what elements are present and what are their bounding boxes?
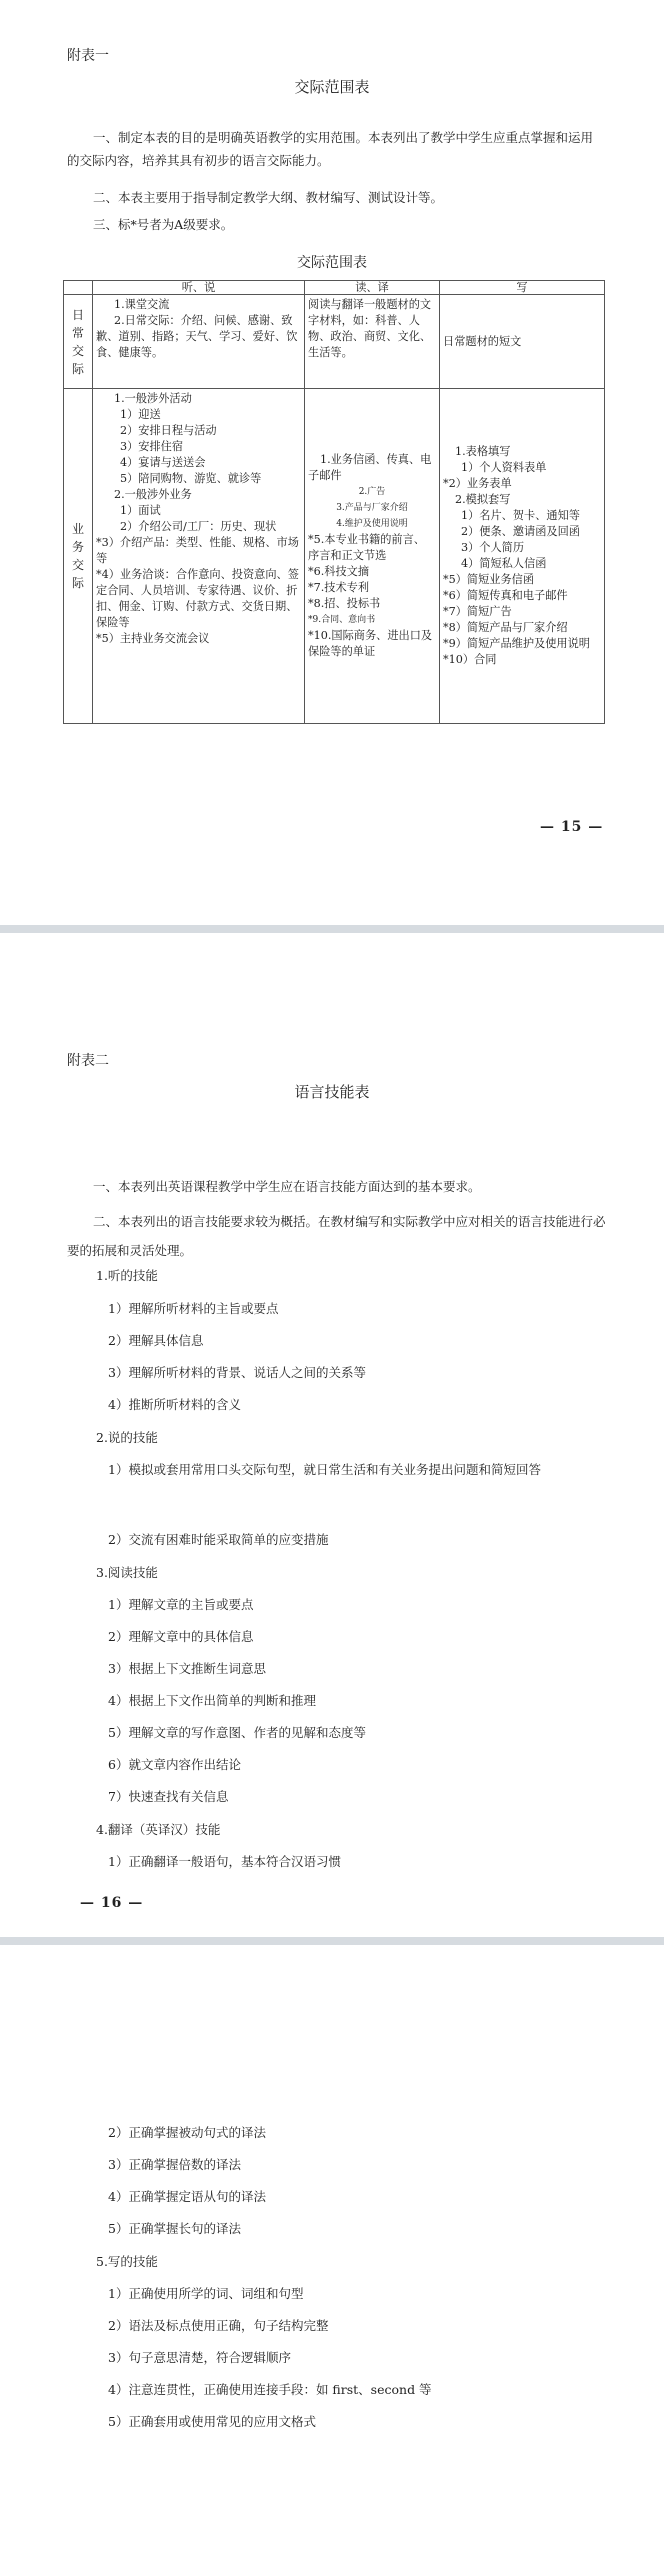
intro-paragraph-2: 二、本表列出的语言技能要求较为概括。在教材编写和实际教学中应对相关的语言技能进行必要的拓展和灵活处理。	[67, 1214, 606, 1258]
intro-paragraph-2: 二、本表主要用于指导制定教学大纲、教材编写、测试设计等。	[93, 190, 444, 205]
list-item: 1）面试	[120, 504, 161, 517]
cell-daily-write	[440, 295, 605, 389]
section-heading-listening: 1.听的技能	[96, 1268, 158, 1283]
list-item: 2.一般涉外业务	[114, 488, 192, 501]
list-item: 1）理解文章的主旨或要点	[108, 1597, 254, 1612]
list-item: 1.业务信函、传真、电子邮件	[308, 453, 432, 482]
list-item: 1）理解所听材料的主旨或要点	[108, 1301, 279, 1316]
list-item: *8）简短产品与厂家介绍	[443, 621, 568, 634]
list-item: 1.表格填写	[455, 445, 511, 458]
communication-scope-table	[63, 280, 605, 724]
list-item: 2）理解文章中的具体信息	[108, 1629, 254, 1644]
section-heading-writing: 5.写的技能	[96, 2254, 158, 2269]
list-item: 日常题材的短文	[443, 334, 522, 348]
row-label-business: 业务交际	[64, 389, 93, 724]
list-item: *9.合同、意向书	[308, 615, 376, 625]
list-item: *7）简短广告	[443, 605, 512, 618]
list-item: 5）理解文章的写作意图、作者的见解和态度等	[108, 1725, 366, 1740]
list-item: 5）正确套用或使用常见的应用文格式	[108, 2414, 316, 2429]
list-item: 2）理解具体信息	[108, 1333, 204, 1348]
header-read-translate: 读、译	[305, 281, 440, 295]
list-item: 5）正确掌握长句的译法	[108, 2221, 241, 2236]
list-item: 1）正确使用所学的词、词组和句型	[108, 2286, 304, 2301]
section-heading-translation: 4.翻译（英译汉）技能	[96, 1822, 221, 1837]
list-item: 1）模拟或套用常用口头交际句型，就日常生活和有关业务提出问题和简短回答	[108, 1462, 541, 1477]
list-item: 3）句子意思清楚，符合逻辑顺序	[108, 2350, 291, 2365]
cell-daily-listen-speak	[93, 295, 305, 389]
cell-daily-read-translate	[305, 295, 440, 389]
list-item: 3）理解所听材料的背景、说话人之间的关系等	[108, 1365, 366, 1380]
cell-business-write	[440, 389, 605, 724]
list-item: *4）业务洽谈：合作意向、投资意向、签定合同、人员培训、专家待遇、议价、折扣、佣金、订购、付款方式、交货日期、保险等	[96, 568, 299, 629]
list-item: 阅读与翻译一般题材的文字材料，如：科普、人物、政治、商贸、文化、生活等。	[308, 298, 432, 359]
intro-paragraph-1: 一、制定本表的目的是明确英语教学的实用范围。本表列出了教学中学生应重点掌握和运用的交际内容，培养其具有初步的语言交际能力。	[67, 130, 594, 168]
intro-paragraph-1: 一、本表列出英语课程教学中学生应在语言技能方面达到的基本要求。	[93, 1179, 481, 1194]
cell-business-read-translate	[305, 389, 440, 724]
list-item: *5）主持业务交流会议	[96, 632, 210, 645]
page-title: 语言技能表	[294, 1083, 370, 1101]
page-separator	[0, 1937, 664, 1945]
list-item: 2）便条、邀请函及回函	[461, 525, 580, 538]
list-item: *6.科技文摘	[308, 565, 370, 578]
page-separator	[0, 925, 664, 933]
list-item: 3）正确掌握倍数的译法	[108, 2157, 241, 2172]
table-row-business	[64, 389, 605, 724]
list-item: *2）业务表单	[443, 477, 512, 490]
header-write: 写	[440, 281, 605, 295]
list-item: 4）正确掌握定语从句的译法	[108, 2189, 266, 2204]
list-item: 3.产品与厂家介绍	[336, 503, 408, 513]
list-item: *8.招、投标书	[308, 597, 381, 610]
list-item: 4）根据上下文作出简单的判断和推理	[108, 1693, 316, 1708]
list-item: 7）快速查找有关信息	[108, 1789, 229, 1804]
list-item: 1.课堂交流	[114, 298, 170, 311]
list-item: 4.维护及使用说明	[336, 519, 408, 529]
list-item: *7.技术专利	[308, 581, 370, 594]
list-item: 2）语法及标点使用正确，句子结构完整	[108, 2318, 329, 2333]
page-16	[0, 933, 664, 1937]
list-item: *9）简短产品维护及使用说明	[443, 637, 590, 650]
list-item: 2.广告	[358, 487, 386, 497]
appendix-label: 附表一	[67, 48, 109, 64]
section-heading-reading: 3.阅读技能	[96, 1565, 158, 1580]
list-item: 4）宴请与送送会	[120, 456, 206, 469]
cell-business-listen-speak	[93, 389, 305, 724]
page-number: — 15 —	[540, 819, 604, 835]
header-corner	[64, 281, 93, 295]
page-number: — 16 —	[80, 1895, 144, 1911]
list-item: 2）介绍公司/工厂：历史、现状	[120, 520, 277, 533]
list-item: *10.国际商务、进出口及保险等的单证	[308, 629, 433, 658]
list-item: *10）合同	[443, 653, 497, 666]
list-item: 2）交流有困难时能采取简单的应变措施	[108, 1532, 329, 1547]
intro-paragraph-3: 三、标*号者为A级要求。	[93, 217, 234, 232]
row-label-daily: 日常交际	[64, 295, 93, 389]
table-header-row	[64, 281, 605, 295]
list-item: 2.模拟套写	[455, 493, 511, 506]
list-item: 2.日常交际：介绍、问候、感谢、致歉、道别、指路；天气、学习、爱好、饮食、健康等。	[96, 314, 298, 359]
list-item: *6）简短传真和电子邮件	[443, 589, 568, 602]
page-15	[0, 0, 664, 925]
list-item: 1）名片、贺卡、通知等	[461, 509, 580, 522]
list-item: 1）个人资料表单	[461, 461, 547, 474]
section-heading-speaking: 2.说的技能	[96, 1430, 158, 1445]
list-item: 4）推断所听材料的含义	[108, 1397, 241, 1412]
list-item: 5）陪同购物、游览、就诊等	[120, 472, 262, 485]
list-item: 3）安排住宿	[120, 440, 184, 453]
list-item: 1）迎送	[120, 408, 161, 421]
list-item: *3）介绍产品：类型、性能、规格、市场等	[96, 536, 299, 565]
list-item: 4）简短私人信函	[461, 557, 547, 570]
list-item: *5.本专业书籍的前言、序言和正文节选	[308, 533, 425, 562]
list-item: 1.一般涉外活动	[114, 392, 192, 405]
list-item: 1）正确翻译一般语句，基本符合汉语习惯	[108, 1854, 341, 1869]
page-17	[0, 1945, 664, 2562]
table-title: 交际范围表	[297, 255, 367, 271]
list-item: 6）就文章内容作出结论	[108, 1757, 241, 1772]
table-row-daily	[64, 295, 605, 389]
list-item: 2）正确掌握被动句式的译法	[108, 2125, 266, 2140]
list-item: 4）注意连贯性，正确使用连接手段：如 first、second 等	[108, 2382, 432, 2397]
list-item: 2）安排日程与活动	[120, 424, 217, 437]
header-listen-speak: 听、说	[93, 281, 305, 295]
page-title: 交际范围表	[294, 78, 370, 96]
list-item: 3）根据上下文推断生词意思	[108, 1661, 266, 1676]
appendix-label: 附表二	[67, 1053, 109, 1069]
list-item: *5）简短业务信函	[443, 573, 535, 586]
list-item: 3）个人简历	[461, 541, 525, 554]
